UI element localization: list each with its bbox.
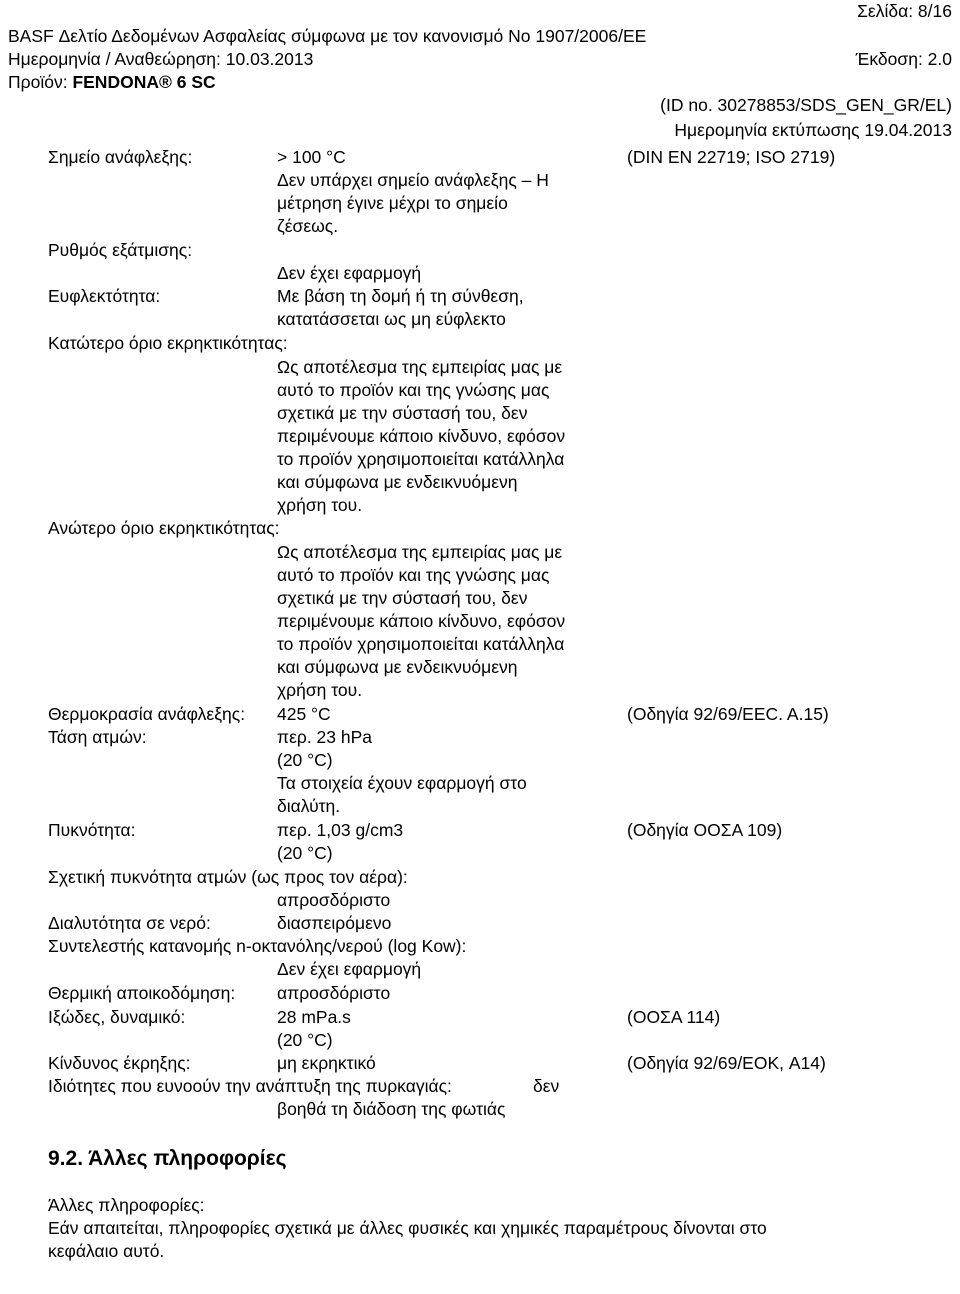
- water-solubility-value: διασπειρόμενο: [277, 913, 392, 933]
- fire-promoting-label: Ιδιότητες που ευνοούν την ανάπτυξη της πυρκαγιάς:: [48, 1076, 452, 1096]
- flash-point-value-2: μέτρηση έγινε μέχρι το σημείο: [277, 193, 508, 213]
- explosion-hazard-label: Κίνδυνος έκρηξης:: [48, 1053, 191, 1073]
- id-number: (ID no. 30278853/SDS_GEN_GR/EL): [660, 95, 952, 115]
- flammability-value-1: κατατάσσεται ως μη εύφλεκτο: [277, 309, 506, 329]
- thermal-decomposition-value: απροσδόριστο: [277, 983, 391, 1003]
- partition-coefficient-value: Δεν έχει εφαρμογή: [277, 959, 422, 979]
- vapour-pressure-label: Τάση ατμών:: [48, 727, 147, 747]
- flammability-value-0: Με βάση τη δομή ή τη σύνθεση,: [277, 286, 524, 306]
- lower-explosion-limit-value-1: αυτό το προϊόν και της γνώσης μας: [277, 380, 550, 400]
- upper-explosion-limit-value-0: Ως αποτέλεσμα της εμπειρίας μας με: [277, 542, 563, 562]
- flash-point-method: (DIN EN 22719; ISO 2719): [627, 147, 836, 167]
- flash-point-label: Σημείο ανάφλεξης:: [48, 147, 193, 167]
- document-title: BASF Δελτίο Δεδομένων Ασφαλείας σύμφωνα με τον κανονισμό Νο 1907/2006/ΕΕ: [8, 26, 647, 46]
- revision-date: Ημερομηνία / Αναθεώρηση: 10.03.2013: [8, 49, 314, 69]
- relative-vapour-density-label: Σχετική πυκνότητα ατμών (ως προς τον αέρα):: [48, 867, 408, 887]
- lower-explosion-limit-value-6: χρήση του.: [277, 495, 363, 515]
- lower-explosion-limit-value-5: και σύμφωνα με ενδεικνυόμενη: [277, 472, 518, 492]
- viscosity-label: Ιξώδες, δυναμικό:: [48, 1007, 186, 1027]
- lower-explosion-limit-value-4: το προϊόν χρησιμοποιείται κατάλληλα: [277, 449, 565, 469]
- upper-explosion-limit-value-3: περιμένουμε κάποιο κίνδυνο, εφόσον: [277, 611, 566, 631]
- ignition-temperature-method: (Οδηγία 92/69/ΕΕC. A.15): [627, 704, 829, 724]
- ignition-temperature-value: 425 °C: [277, 704, 331, 724]
- upper-explosion-limit-value-4: το προϊόν χρησιμοποιείται κατάλληλα: [277, 634, 565, 654]
- lower-explosion-limit-value-0: Ως αποτέλεσμα της εμπειρίας μας με: [277, 357, 563, 377]
- product-label: Προϊόν:: [8, 72, 68, 92]
- other-info-text-0: Εάν απαιτείται, πληροφορίες σχετικά με άλλες φυσικές και χημικές παραμέτρους δίνονται στο: [48, 1218, 767, 1238]
- vapour-pressure-value-2: Τα στοιχεία έχουν εφαρμογή στο: [277, 773, 527, 793]
- water-solubility-label: Διαλυτότητα σε νερό:: [48, 913, 211, 933]
- evaporation-rate-label: Ρυθμός εξάτμισης:: [48, 240, 193, 260]
- fire-promoting-value-first: δεν: [533, 1076, 560, 1096]
- vapour-pressure-value-3: διαλύτη.: [277, 796, 341, 816]
- flash-point-value-3: ζέσεως.: [277, 216, 339, 236]
- vapour-pressure-value-1: (20 °C): [277, 750, 333, 770]
- density-value-0: περ. 1,03 g/cm3: [277, 820, 404, 840]
- section-9-2-heading: 9.2. Άλλες πληροφορίες: [48, 1147, 287, 1170]
- ignition-temperature-label: Θερμοκρασία ανάφλεξης:: [48, 704, 246, 724]
- page-number: Σελίδα: 8/16: [857, 1, 952, 21]
- viscosity-value-0: 28 mPa.s: [277, 1007, 351, 1027]
- flammability-label: Ευφλεκτότητα:: [48, 286, 161, 306]
- flash-point-value-0: > 100 °C: [277, 147, 346, 167]
- partition-coefficient-label: Συντελεστής κατανομής n-οκτανόλης/νερού (log Kow):: [48, 936, 467, 956]
- flash-point-value-1: Δεν υπάρχει σημείο ανάφλεξης – Η: [277, 170, 549, 190]
- evaporation-rate-value: Δεν έχει εφαρμογή: [277, 263, 422, 283]
- upper-explosion-limit-value-2: σχετικά με την σύστασή του, δεν: [277, 588, 528, 608]
- lower-explosion-limit-value-2: σχετικά με την σύστασή του, δεν: [277, 403, 528, 423]
- lower-explosion-limit-value-3: περιμένουμε κάποιο κίνδυνο, εφόσον: [277, 426, 566, 446]
- product-line: [8, 71, 216, 94]
- print-date: Ημερομηνία εκτύπωσης 19.04.2013: [674, 120, 952, 140]
- density-label: Πυκνότητα:: [48, 820, 136, 840]
- vapour-pressure-value-0: περ. 23 hPa: [277, 727, 373, 747]
- fire-promoting-value: βοηθά τη διάδοση της φωτιάς: [277, 1099, 506, 1119]
- relative-vapour-density-value: απροσδόριστο: [277, 890, 391, 910]
- viscosity-value-1: (20 °C): [277, 1030, 333, 1050]
- upper-explosion-limit-value-1: αυτό το προϊόν και της γνώσης μας: [277, 565, 550, 585]
- density-value-1: (20 °C): [277, 843, 333, 863]
- other-info-label: Άλλες πληροφορίες:: [48, 1195, 205, 1215]
- upper-explosion-limit-value-5: και σύμφωνα με ενδεικνυόμενη: [277, 657, 518, 677]
- upper-explosion-limit-label: Ανώτερο όριο εκρηκτικότητας:: [48, 518, 280, 538]
- lower-explosion-limit-label: Κατώτερο όριο εκρηκτικότητας:: [48, 333, 288, 353]
- explosion-hazard-value: μη εκρηκτικό: [277, 1053, 376, 1073]
- density-method: (Οδηγία ΟΟΣΑ 109): [627, 820, 783, 840]
- upper-explosion-limit-value-6: χρήση του.: [277, 680, 363, 700]
- viscosity-method: (ΟΟΣΑ 114): [627, 1007, 721, 1027]
- other-info-text-1: κεφάλαιο αυτό.: [48, 1241, 165, 1261]
- version: Έκδοση: 2.0: [855, 49, 952, 69]
- product-name: FENDONA® 6 SC: [72, 72, 216, 92]
- thermal-decomposition-label: Θερμική αποικοδόμηση:: [48, 983, 236, 1003]
- explosion-hazard-method: (Οδηγία 92/69/ΕΟΚ, A14): [627, 1053, 826, 1073]
